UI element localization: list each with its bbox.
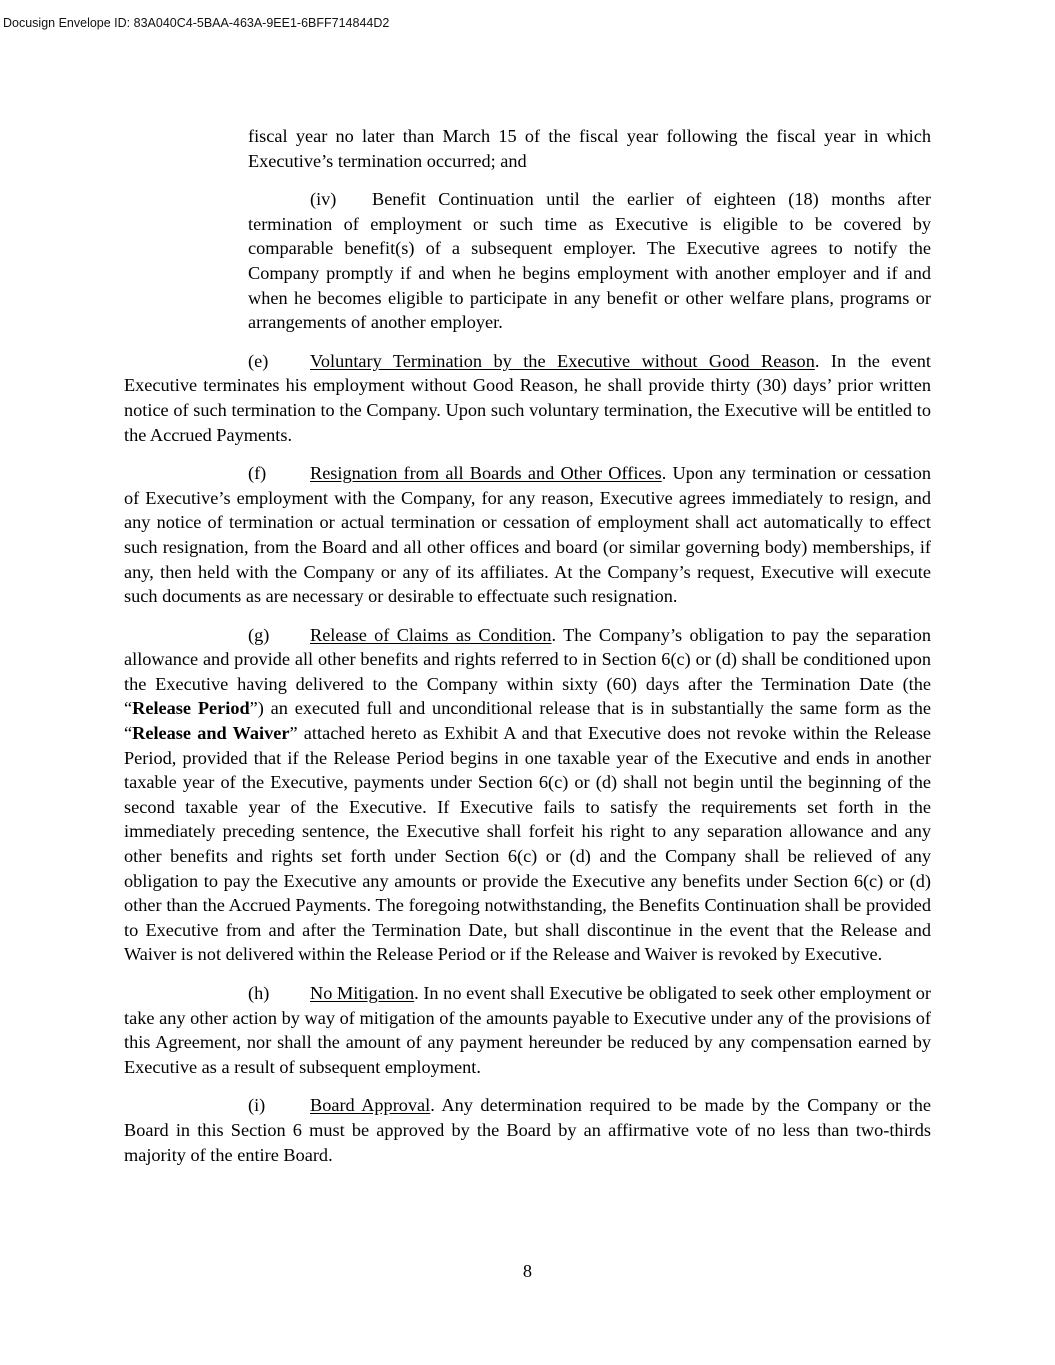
section-heading-h: No Mitigation	[310, 983, 415, 1003]
section-text-g-2: ”) an executed full and unconditional release that is in substantially the same form as the “	[124, 698, 931, 744]
defined-term-release-period: Release Period	[132, 698, 250, 719]
section-heading-i: Board Approval	[310, 1095, 431, 1116]
clause-text-iv: Benefit Continuation until the earlier of eighteen (18) months after termination of employment or such time as Executive is eligible to be covered by comparable benefit(s) of a subsequent employer. The Executive agrees to notify the Company promptly if and when he begins employment with another employer and if and when he becomes eligible to participate in any benefit or other welfare plans, programs or arrangements of another employer.	[248, 189, 931, 333]
section-heading-e: Voluntary Termination by the Executive without Good Reason	[310, 350, 815, 371]
section-text-e: . In the event Executive terminates his employment without Good Reason, he shall provide thirty (30) days’ prior written notice of such termination to the Company. Upon such voluntary termination, the Executive will be entitled to the Accrued Payments.	[124, 350, 931, 445]
section-letter-e: (e)	[248, 350, 269, 371]
section-letter-f: (f)	[248, 463, 267, 484]
section-text-g-1: . The Company’s obligation to pay the separation allowance and provide all other benefits and rights referred to in Section 6(c) or (d) shall be conditioned upon the Executive having delivered to the Company within sixty (60) days after the Termination Date (the “	[124, 624, 931, 719]
paragraph-continued: fiscal year no later than March 15 of the fiscal year following the fiscal year in which Executive’s termination occurred; and	[248, 126, 931, 171]
section-letter-h: (h)	[248, 983, 270, 1003]
document-page	[124, 124, 931, 1181]
section-g	[124, 623, 931, 967]
section-text-f: . Upon any termination or cessation of Executive’s employment with the Company, for any reason, Executive agrees immediately to resign, and any notice of termination or actual termination or cessation of employment shall act automatically to effect such resignation, from the Board and all other offices and board (or similar governing body) memberships, if any, then held with the Company or any of its affiliates. At the Company’s request, Executive will execute such documents as are necessary or desirable to effectuate such resignation.	[124, 463, 931, 607]
section-f	[124, 461, 931, 609]
section-heading-f: Resignation from all Boards and Other Offices	[310, 463, 662, 484]
section-i	[124, 1093, 931, 1167]
section-text-h: . In no event shall Executive be obligated to seek other employment or take any other action by way of mitigation of the amounts payable to Executive under any of the provisions of this Agreement, nor shall the amount of any payment hereunder be reduced by any compensation earned by Executive as a result of subsequent employment.	[124, 983, 931, 1077]
clause-number-iv: (iv)	[310, 189, 337, 210]
section-letter-i: (i)	[248, 1095, 266, 1116]
paragraph-iv	[248, 187, 931, 335]
envelope-id-header: Docusign Envelope ID: 83A040C4-5BAA-463A-9EE1-6BFF714844D2	[3, 16, 390, 30]
section-text-i: . Any determination required to be made by the Company or the Board in this Section 6 must be approved by the Board by an affirmative vote of no less than two-thirds majority of the entire Board.	[124, 1095, 931, 1165]
page-number: 8	[522, 1261, 533, 1281]
defined-term-release-and-waiver: Release and Waiver	[132, 723, 290, 744]
section-heading-g: Release of Claims as Condition	[310, 624, 552, 645]
section-h	[124, 981, 931, 1079]
section-text-g-3: ” attached hereto as Exhibit A and that Executive does not revoke within the Release Period, provided that if the Release Period begins in one taxable year of the Executive and ends in another taxable year of the Executive, payments under Section 6(c) or (d) shall not begin until the beginning of the second taxable year of the Executive. If Executive fails to satisfy the requirements set forth in the immediately preceding sentence, the Executive shall forfeit his right to any separation allowance and any other benefits and rights set forth under Section 6(c) or (d) and the Company shall be relieved of any obligation to pay the Executive any amounts or provide the Executive any benefits under Section 6(c) or (d) other than the Accrued Payments. The foregoing notwithstanding, the Benefits Continuation shall be provided to Executive from and after the Termination Date, but shall discontinue in the event that the Release and Waiver is not delivered within the Release Period or if the Release and Waiver is revoked by Executive.	[124, 723, 931, 965]
section-letter-g: (g)	[248, 624, 270, 645]
section-e	[124, 349, 931, 447]
